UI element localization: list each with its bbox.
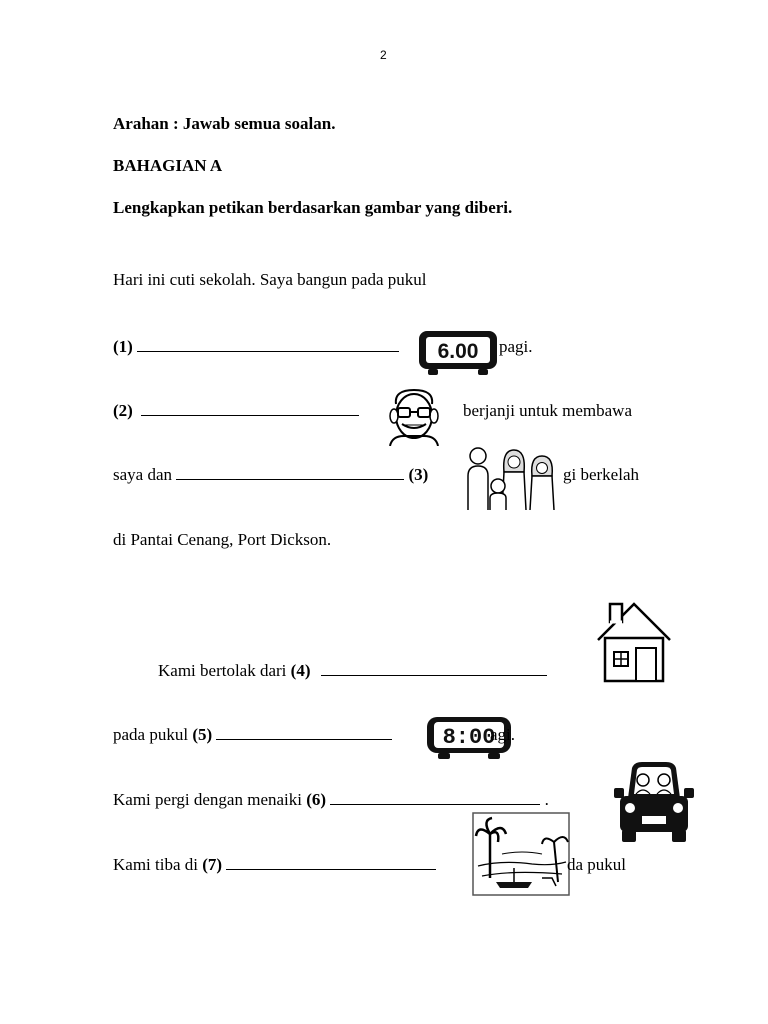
question-5-number: (5) [192, 725, 213, 744]
question-6-line [113, 790, 549, 810]
answer-blank-4[interactable] [321, 661, 547, 676]
question-1-number: (1) [113, 337, 133, 356]
question-2-number: (2) [113, 401, 133, 420]
passage-intro: Hari ini cuti sekolah. Saya bangun pada pukul [113, 270, 427, 289]
passage-place: di Pantai Cenang, Port Dickson. [113, 530, 332, 549]
house-icon [596, 600, 672, 684]
clock-1-time: 6.00 [437, 340, 479, 363]
answer-blank-3[interactable] [176, 465, 404, 480]
section-title: BAHAGIAN A [113, 156, 223, 175]
question-2-line [113, 401, 359, 421]
answer-blank-2[interactable] [141, 401, 359, 416]
father-face-icon [382, 386, 446, 446]
question-5-before: pada pukul [113, 725, 189, 744]
question-7-number: (7) [202, 855, 223, 874]
beach-icon [472, 812, 570, 896]
question-6-before: Kami pergi dengan menaiki [113, 790, 302, 809]
question-instruction: Lengkapkan petikan berdasarkan gambar yang diberi. [113, 198, 513, 217]
clock-2-time: 8:00 [442, 725, 496, 750]
question-6-after: . [544, 790, 549, 809]
question-4-before: Kami bertolak dari [158, 661, 287, 680]
question-3-line [113, 465, 428, 485]
question-5-line [113, 725, 392, 745]
family-icon [462, 442, 562, 512]
question-7-line [113, 855, 436, 875]
question-1-after: pagi. [499, 337, 533, 356]
answer-blank-7[interactable] [226, 855, 436, 870]
car-icon [612, 758, 696, 844]
question-5-after: agi. [490, 725, 516, 744]
question-4-number: (4) [290, 661, 311, 680]
instruction-arahan: Arahan : Jawab semua soalan. [113, 114, 336, 133]
question-3-after: gi berkelah [563, 465, 639, 484]
question-7-after: da pukul [567, 855, 627, 874]
question-6-number: (6) [306, 790, 327, 809]
question-3-number: (3) [408, 465, 429, 484]
question-1-line [113, 337, 399, 357]
answer-blank-1[interactable] [137, 337, 399, 352]
question-2-after: berjanji untuk membawa [463, 401, 633, 420]
alarm-clock-icon [418, 330, 498, 376]
question-4-line [158, 661, 547, 681]
question-7-before: Kami tiba di [113, 855, 198, 874]
answer-blank-6[interactable] [330, 790, 540, 805]
question-3-before: saya dan [113, 465, 173, 484]
page-number: 2 [380, 48, 387, 62]
answer-blank-5[interactable] [216, 725, 392, 740]
